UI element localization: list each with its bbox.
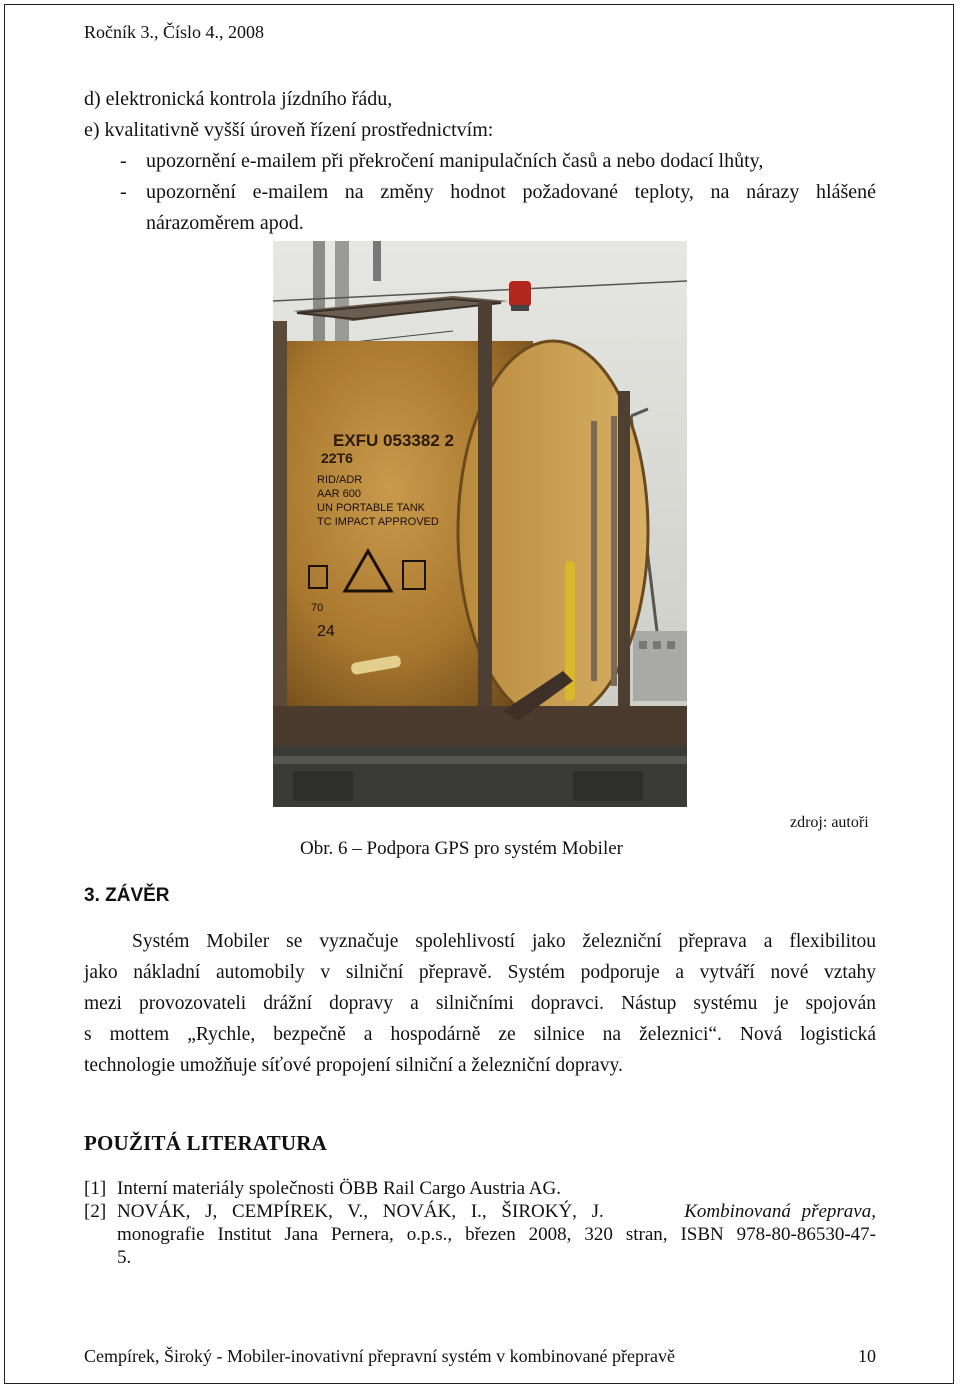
tank-tc-text: TC IMPACT APPROVED bbox=[317, 516, 439, 528]
conclusion-line-3: mezi provozovateli drážní dopravy a silničními dopravci. Nástup systému je spojován bbox=[84, 993, 876, 1014]
tank-aar-text: AAR 600 bbox=[317, 488, 362, 500]
sub-item-2-cont: nárazoměrem apod. bbox=[146, 212, 304, 234]
ref-1-text: Interní materiály společnosti ÖBB Rail Cargo Austria AG. bbox=[117, 1178, 561, 1199]
tank-70-text: 70 bbox=[311, 602, 324, 614]
dash-bullet-2: - bbox=[120, 181, 127, 203]
ref-1-number: [1] bbox=[84, 1178, 107, 1199]
section-heading-conclusion: 3. ZÁVĚR bbox=[84, 885, 170, 906]
ref-2-number: [2] bbox=[84, 1201, 107, 1222]
ref-2-line-1 bbox=[117, 1200, 876, 1224]
ref-2-line-3: 5. bbox=[117, 1247, 132, 1268]
section-heading-references: POUŽITÁ LITERATURA bbox=[84, 1131, 327, 1155]
journal-header: Ročník 3., Číslo 4., 2008 bbox=[84, 22, 265, 42]
tank-24-text: 24 bbox=[317, 623, 335, 640]
tank-id-text: EXFU 053382 2 bbox=[333, 431, 454, 450]
ref-2-line-2: monografie Institut Jana Pernera, o.p.s., březen 2008, 320 stran, ISBN 978-80-86530-47- bbox=[117, 1224, 876, 1245]
list-item-e: e) kvalitativně vyšší úroveň řízení prostřednictvím: bbox=[84, 119, 494, 141]
sub-item-1: upozornění e-mailem při překročení manipulačních časů a nebo dodací lhůty, bbox=[146, 150, 764, 172]
dash-bullet-1: - bbox=[120, 150, 127, 172]
page-number: 10 bbox=[858, 1346, 876, 1366]
list-item-d: d) elektronická kontrola jízdního řádu, bbox=[84, 88, 393, 110]
page-footer: Cempírek, Široký - Mobiler-inovativní přepravní systém v kombinované přepravě bbox=[84, 1346, 676, 1366]
tank-rid-text: RID/ADR bbox=[317, 474, 363, 486]
conclusion-line-2: jako nákladní automobily v silniční přepravě. Systém podporuje a vytváří nové vztahy bbox=[84, 962, 876, 983]
conclusion-line-5: technologie umožňuje síťové propojení silniční a železniční dopravy. bbox=[84, 1055, 623, 1076]
ref-2-authors: NOVÁK, J, CEMPÍREK, V., NOVÁK, I., ŠIROKÝ, J. bbox=[117, 1201, 604, 1222]
ref-2-title: Kombinovaná přeprava, bbox=[684, 1201, 876, 1222]
conclusion-line-4: s mottem „Rychle, bezpečně a hospodárně ze silnice na železnici“. Nová logistická bbox=[84, 1024, 876, 1045]
sub-item-2: upozornění e-mailem na změny hodnot požadované teploty, na nárazy hlášené bbox=[146, 181, 876, 203]
tank-un-text: UN PORTABLE TANK bbox=[317, 502, 425, 514]
tank-code-text: 22T6 bbox=[321, 450, 353, 466]
figure-source: zdroj: autoři bbox=[790, 814, 869, 831]
tank-container-photo bbox=[273, 241, 687, 807]
conclusion-line-1: Systém Mobiler se vyznačuje spolehlivostí jako železniční přeprava a flexibilitou bbox=[132, 931, 876, 952]
figure-caption: Obr. 6 – Podpora GPS pro systém Mobiler bbox=[300, 838, 623, 859]
